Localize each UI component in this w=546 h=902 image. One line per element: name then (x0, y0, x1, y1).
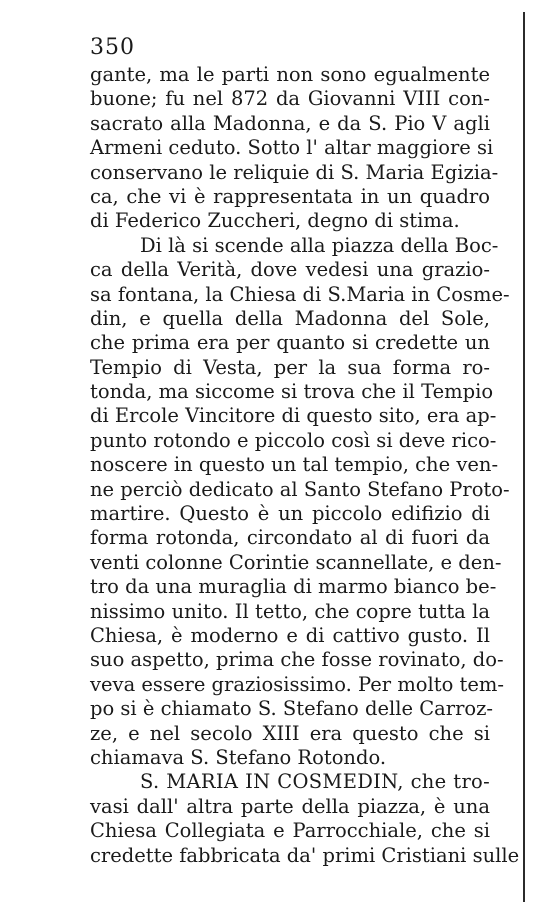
text-line: ca, che vi è rappresentata in un quadro (90, 184, 490, 208)
text-line: tro da una muraglia di marmo bianco be- (90, 575, 497, 599)
paragraph-end-line: chiamava S. Stefano Rotondo. (90, 745, 387, 769)
text-line: sacrato alla Madonna, e da S. Pio V agli (90, 111, 490, 135)
text-line: suo aspetto, prima che fosse rovinato, do- (90, 648, 504, 672)
text-line: vasi dall' altra parte della piazza, è una (90, 794, 490, 818)
paragraph-start-line: S. MARIA IN COSMEDIN, che tro- (140, 770, 490, 794)
text-line: conservano le reliquie di S. Maria Egizia- (90, 160, 499, 184)
paragraph-end-line: di Federico Zuccheri, degno di stima. (90, 209, 460, 233)
text-line: forma rotonda, circondato al di fuori da (90, 526, 490, 550)
text-line: credette fabbricata da' primi Cristiani sulle (90, 843, 520, 867)
text-line: veva essere graziosissimo. Per molto tem- (90, 672, 505, 696)
binding-edge-line (523, 12, 525, 902)
text-line: Chiesa, è moderno e di cattivo gusto. Il (90, 623, 490, 647)
text-line: Tempio di Vesta, per la sua forma ro- (90, 355, 490, 379)
text-line: Armeni ceduto. Sotto l' altar maggiore si (90, 136, 494, 160)
body-text (90, 63, 520, 868)
text-line: Chiesa Collegiata e Parrocchiale, che si (90, 819, 490, 843)
text-line: ne perciò dedicato al Santo Stefano Proto- (90, 477, 510, 501)
text-line: puntо rotondo e piccolo così si deve rico- (90, 428, 497, 452)
text-line: sa fontana, la Chiesa di S.Maria in Cosme- (90, 282, 510, 306)
text-line: nissimo unito. Il tetto, che copre tutta la (90, 599, 490, 623)
text-line: gante, ma le parti non sono egualmente (90, 63, 490, 86)
text-line: venti colonne Corintie scannellate, e den- (90, 550, 502, 574)
text-line: tonda, ma siccome si trova che il Tempio (90, 380, 494, 404)
text-line: noscere in questo un tal tempio, che ven- (90, 453, 499, 477)
text-line: po si è chiamato S. Stefano delle Carroz- (90, 697, 493, 721)
text-line: di Ercole Vincitore di questo sito, era ap- (90, 404, 497, 428)
text-line: che prima era per quanto si credette un (90, 331, 490, 355)
page-number: 350 (90, 35, 135, 60)
paragraph-start-line: Di là si scende alla piazza della Boc- (140, 233, 499, 257)
text-line: buone; fu nel 872 da Giovanni VIII con- (90, 87, 490, 111)
text-line: din, e quella della Madonna del Sole, (90, 306, 490, 330)
text-line: martire. Questo è un piccolo edifizio di (90, 502, 490, 526)
text-line: ze, e nel secolo XIII era questo che si (90, 721, 490, 745)
page-margin (526, 0, 546, 900)
text-line: ca della Verità, dove vedesi una grazio- (90, 258, 490, 282)
